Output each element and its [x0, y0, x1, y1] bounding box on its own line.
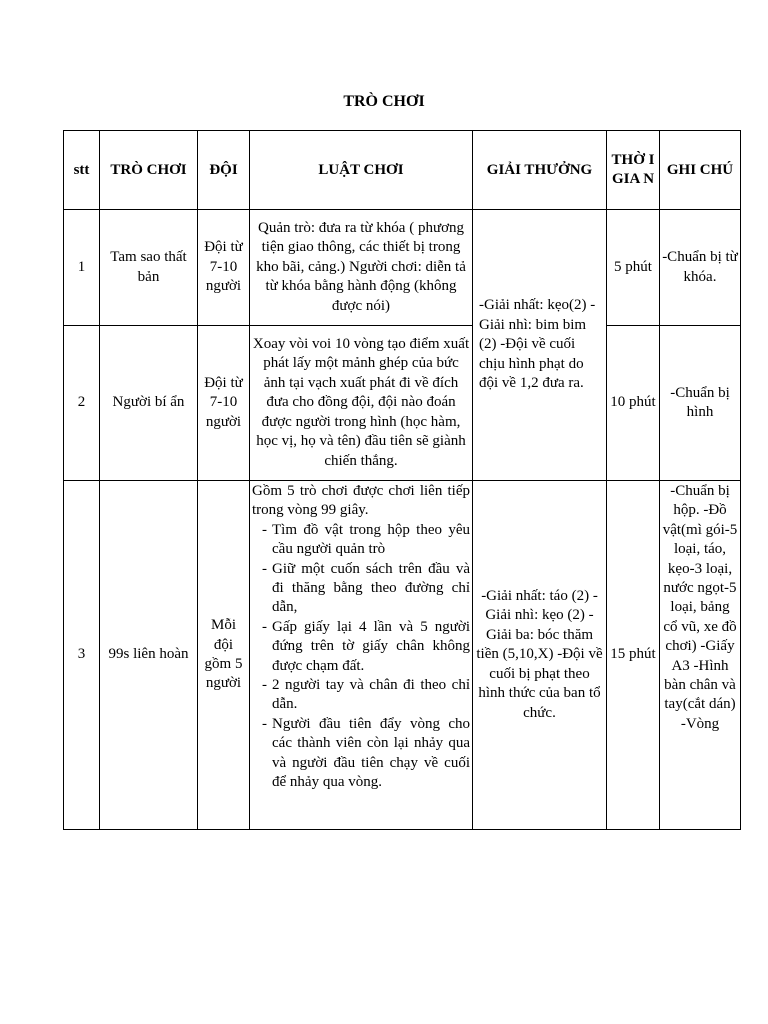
cell-game: Tam sao thất bản	[100, 210, 198, 326]
list-item: - Gấp giấy lại 4 lần và 5 người đứng trên tờ giấy chân không được chạm đất.	[272, 618, 470, 676]
table-row	[64, 326, 741, 481]
cell-time: 10 phút	[607, 326, 660, 481]
page-title: TRÒ CHƠI	[343, 93, 425, 110]
header-team: ĐỘI	[198, 131, 250, 210]
cell-team: Đội từ 7-10 người	[198, 326, 250, 481]
cell-team: Mỗi đội gồm 5 người	[198, 481, 250, 830]
header-note: GHI CHÚ	[660, 131, 741, 210]
header-game: TRÒ CHƠI	[100, 131, 198, 210]
cell-rules: Xoay vòi voi 10 vòng tạo điểm xuất phát lấy một mảnh ghép của bức ảnh tại vạch xuất phát đi về đích đưa cho đồng đội, đội nào đoán được người trong hình (học hàm, học vị, họ và tên) đầu tiên sẽ giành chiến thắng.	[250, 326, 473, 481]
header-row	[64, 131, 741, 210]
cell-note: -Chuẩn bị từ khóa.	[660, 210, 741, 326]
rules-list	[252, 521, 470, 793]
cell-note: -Chuẩn bị hộp. -Đồ vật(mì gói-5 loại, táo, kẹo-3 loại, nước ngọt-5 loại, bảng cổ vũ, xe đồ chơi) -Giấy A3 -Hình bàn chân và tay(cắt dán) -Vòng	[660, 481, 741, 830]
cell-stt: 2	[64, 326, 100, 481]
cell-note: -Chuẩn bị hình	[660, 326, 741, 481]
list-item: - 2 người tay và chân đi theo chỉ dẫn.	[272, 676, 470, 715]
table-row	[64, 481, 741, 830]
cell-game: 99s liên hoàn	[100, 481, 198, 830]
header-prize: GIẢI THƯỞNG	[473, 131, 607, 210]
cell-rules: Quản trò: đưa ra từ khóa ( phương tiện giao thông, các thiết bị trong kho bãi, cảng.) Người chơi: diễn tả từ khóa bằng hành động (không được nói)	[250, 210, 473, 326]
cell-game: Người bí ẩn	[100, 326, 198, 481]
cell-stt: 1	[64, 210, 100, 326]
list-item: - Tìm đồ vật trong hộp theo yêu cầu người quản trò	[272, 521, 470, 560]
table-row	[64, 210, 741, 326]
header-time: THỜ I GIA N	[607, 131, 660, 210]
cell-stt: 3	[64, 481, 100, 830]
list-item: - Người đầu tiên đẩy vòng cho các thành viên còn lại nhảy qua và người đầu tiên chạy về cuối để nhảy qua vòng.	[272, 715, 470, 793]
cell-team: Đội từ 7-10 người	[198, 210, 250, 326]
header-rules: LUẬT CHƠI	[250, 131, 473, 210]
cell-rules	[250, 481, 473, 830]
list-item: - Giữ một cuốn sách trên đầu và đi thăng bằng theo đường chỉ dẫn,	[272, 560, 470, 618]
cell-time: 5 phút	[607, 210, 660, 326]
cell-prize: -Giải nhất: táo (2) -Giải nhì: kẹo (2) -Giải ba: bóc thăm tiền (5,10,X) -Đội về cuối bị phạt theo hình thức của ban tổ chức.	[473, 481, 607, 830]
rules-intro: Gồm 5 trò chơi được chơi liên tiếp trong vòng 99 giây.	[252, 483, 470, 519]
cell-time: 15 phút	[607, 481, 660, 830]
header-stt: stt	[64, 131, 100, 210]
cell-prize-shared: -Giải nhất: kẹo(2) -Giải nhì: bim bim (2) -Đội về cuối chịu hình phạt do đội về 1,2 đưa ra.	[473, 210, 607, 481]
games-table	[63, 130, 741, 830]
